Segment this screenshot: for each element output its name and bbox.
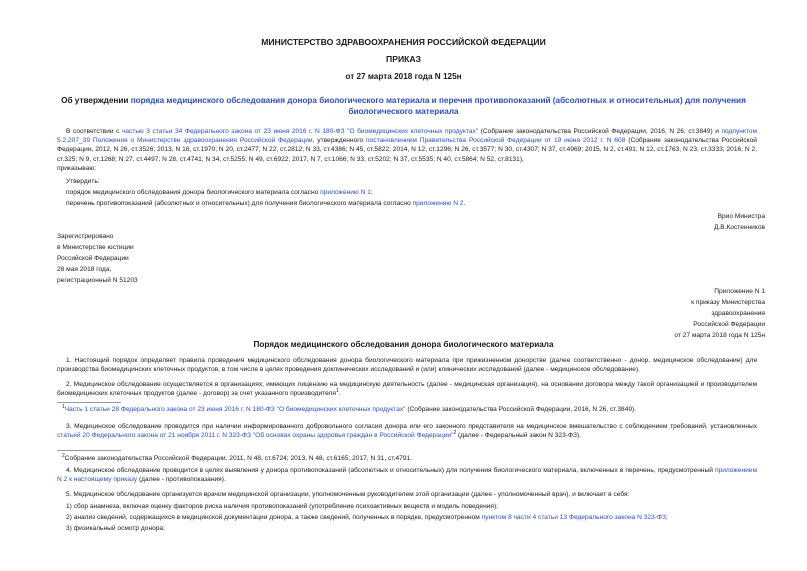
- law-323-clause-link[interactable]: пунктом 8 части 4 статьи 13 Федерального закона N 323-ФЗ: [481, 514, 666, 521]
- approve-item-2: [66, 199, 465, 208]
- procedure-subitem-2-text: 2) анализ сведений, содержащихся в медицинской документации донора, а также сведений, полученных в порядке, предусмотренном: [66, 514, 482, 521]
- footnote-1-text: (Собрание законодательства Российской Федерации, 2016, N 26, ст.3849).: [405, 406, 637, 413]
- appendix-header-line-3: здравоохранения: [711, 310, 765, 317]
- approve-item-1: [66, 188, 373, 197]
- registration-line-3: Российской Федерации: [57, 255, 129, 262]
- procedure-paragraph-3: [57, 422, 757, 440]
- appendix-header-line-5: от 27 марта 2018 года N 125н: [674, 332, 765, 339]
- registration-line-5: регистрационный N 51203: [57, 277, 138, 284]
- procedure-paragraph-3-end: (далее - Федеральный закон N 323-ФЗ).: [456, 432, 581, 440]
- preamble-link-regulation[interactable]: подпунктом 5.2.207_39 Положения о Министерстве здравоохранения Российской Федерации: [57, 128, 757, 145]
- approve-item-2-end: .: [463, 200, 466, 207]
- appendix-2-order-link[interactable]: приложением N 2 к настоящему приказу: [57, 467, 757, 484]
- registration-line-4: 28 мая 2018 года,: [57, 266, 112, 273]
- procedure-paragraph-4-end: (далее - противопоказания).: [137, 476, 226, 484]
- preamble-text-2: (Собрание законодательства Российской Федерации, 2016, N 26, ст.3849) и: [478, 128, 722, 135]
- procedure-paragraph-2-text: 2. Медицинское обследование осуществляется в организациях, имеющих лицензию на медицинскую деятельность (далее - медицинская организация), на основании договора между такой организацией и производителем биомедицинских клеточных продуктов (далее - договор) за счет указанного производителя: [57, 381, 757, 398]
- procedure-paragraph-4-text: 4. Медицинское обследование проводится в целях выявления у донора противопоказаний (абсолютных и относительных) для получения биологического материала, включенных в перечень, предусмотренный: [66, 467, 715, 474]
- approve-item-1-end: ;: [370, 189, 373, 196]
- footnote-ref-2[interactable]: 2: [453, 430, 457, 437]
- appendix-header-line-2: к приказу Министерства: [691, 299, 765, 306]
- procedure-paragraph-3-text: 3. Медицинское обследование проводится при наличии информированного добровольного согласия донора или его законного представителя на медицинское вмешательство с соблюдением требований, установленных: [66, 423, 757, 430]
- preamble-text-4: (Собрание законодательства Российской Федерации, 2012, N 26, ст.3526; 2013, N 16, ст.1970; N 20, ст.2477; N 22, ст.2812; N 33, ст.4386; N 45, ст.5822; 2014, N 12, ст.1296; N 26, ст.3577; N 30, ст.4307; N 37, ст.4969; 2015, N 2, ст.491; N 12, ст.1763; N 23, ст.3333; 2016, N 2, ст.325; N 9, ст.1268; N 27, ст.4497; N 28, ст.4741; N 34, ст.5255; N 49, ст.6922; 2017, N 7, ст.1066; N 33, ст.5202; N 37, ст.5535; N 40, ст.5864; N 52, ст.8131),: [57, 137, 757, 163]
- signature-name: Д.В.Костенников: [713, 224, 765, 231]
- preamble-link-law-180[interactable]: частью 3 статьи 34 Федерального закона от 23 июня 2016 г. N 180-ФЗ "О биомедицинских клеточных продуктах": [121, 128, 479, 135]
- procedure-paragraph-2-end: .: [338, 390, 341, 398]
- appendix-header-line-1: Приложение N 1: [714, 288, 765, 295]
- preamble-text-3: , утвержденного: [312, 137, 367, 145]
- procedure-subitem-3: 3) физикальный осмотр донора;: [66, 525, 165, 532]
- footnote-1: [62, 405, 636, 414]
- doc-title-prefix: Об утверждении: [61, 96, 131, 105]
- procedure-title: Порядок медицинского обследования донора биологического материала: [253, 340, 554, 349]
- procedure-paragraph-4: [57, 466, 757, 484]
- procedure-paragraph-1: 1. Настоящий порядок определяет правила проведения медицинского обследования донора биологического материала при прижизненном донорстве (далее соответственно - донор, медицинское обследование) для производства биомедицинских клеточных продуктов, в том числе в целях проведения доклинических исследований и (или) клинических исследований (далее - медицинское обследование).: [57, 357, 757, 374]
- approve-item-1-text: порядок медицинского обследования донора биологического материала согласно: [66, 189, 321, 196]
- footnote-1-marker: 1: [62, 404, 65, 410]
- doc-date-number: от 27 марта 2018 года N 125н: [345, 72, 462, 81]
- footnote-2-text: Собрание законодательства Российской Федерации, 2011, N 48, ст.6724; 2013, N 48, ст.6165; 2017, N 31, ст.4791.: [64, 455, 412, 462]
- footnote-separator-1: [57, 402, 121, 403]
- preamble-order-word: приказываю:: [57, 165, 97, 172]
- law-323-article-20-link[interactable]: статьей 20 Федерального закона от 21 ноября 2011 г. N 323-ФЗ "Об основах охраны здоровья граждан в Российской Федерации": [57, 432, 454, 440]
- footnote-ref-1[interactable]: 1: [335, 388, 339, 395]
- preamble-link-decree-608[interactable]: постановлением Правительства Российской Федерации от 19 июня 2012 г. N 608: [366, 137, 626, 145]
- approve-item-2-text: перечень противопоказаний (абсолютных и относительных) для получения биологического материала согласно: [66, 200, 413, 207]
- registration-line-1: Зарегистрировано: [57, 233, 114, 240]
- preamble-paragraph: [57, 127, 757, 164]
- registration-line-2: в Министерстве юстиции: [57, 244, 134, 251]
- approve-label: Утвердить:: [66, 178, 100, 185]
- doc-type-heading: ПРИКАЗ: [386, 54, 421, 64]
- doc-title-link[interactable]: порядка медицинского обследования донора биологического материала и перечня противопоказаний (абсолютных и относительных) для получения биологического материала: [130, 96, 746, 116]
- procedure-paragraph-2: [57, 380, 757, 398]
- footnote-2-marker: 2: [62, 453, 65, 459]
- appendix-2-link[interactable]: приложению N 2: [412, 200, 464, 207]
- signature-position: Врио Министра: [717, 213, 765, 220]
- ministry-heading: МИНИСТЕРСТВО ЗДРАВООХРАНЕНИЯ РОССИЙСКОЙ ФЕДЕРАЦИИ: [261, 37, 546, 47]
- procedure-subitem-1: 1) сбор анамнеза, включая оценку факторов риска наличия противопоказаний (употребление психоактивных веществ и модель поведения);: [66, 503, 498, 510]
- preamble-text-1: В соответствии с: [66, 128, 122, 135]
- appendix-1-link[interactable]: приложению N 1: [320, 189, 371, 196]
- doc-title: [60, 95, 747, 117]
- procedure-paragraph-5: 5. Медицинское обследование организуется врачом медицинской организации, уполномоченным руководителем этой организации (далее - уполномоченный врач), и включает в себя:: [66, 491, 630, 498]
- appendix-header-line-4: Российской Федерации: [693, 321, 765, 328]
- procedure-subitem-2: [66, 513, 668, 522]
- footnote-separator-2: [57, 450, 121, 451]
- procedure-subitem-2-end: ;: [665, 514, 668, 521]
- footnote-2: [62, 454, 412, 463]
- footnote-1-link[interactable]: Часть 1 статьи 28 Федерального закона от 23 июня 2016 г. N 180-ФЗ "О биомедицинских клеточных продуктах": [64, 406, 406, 413]
